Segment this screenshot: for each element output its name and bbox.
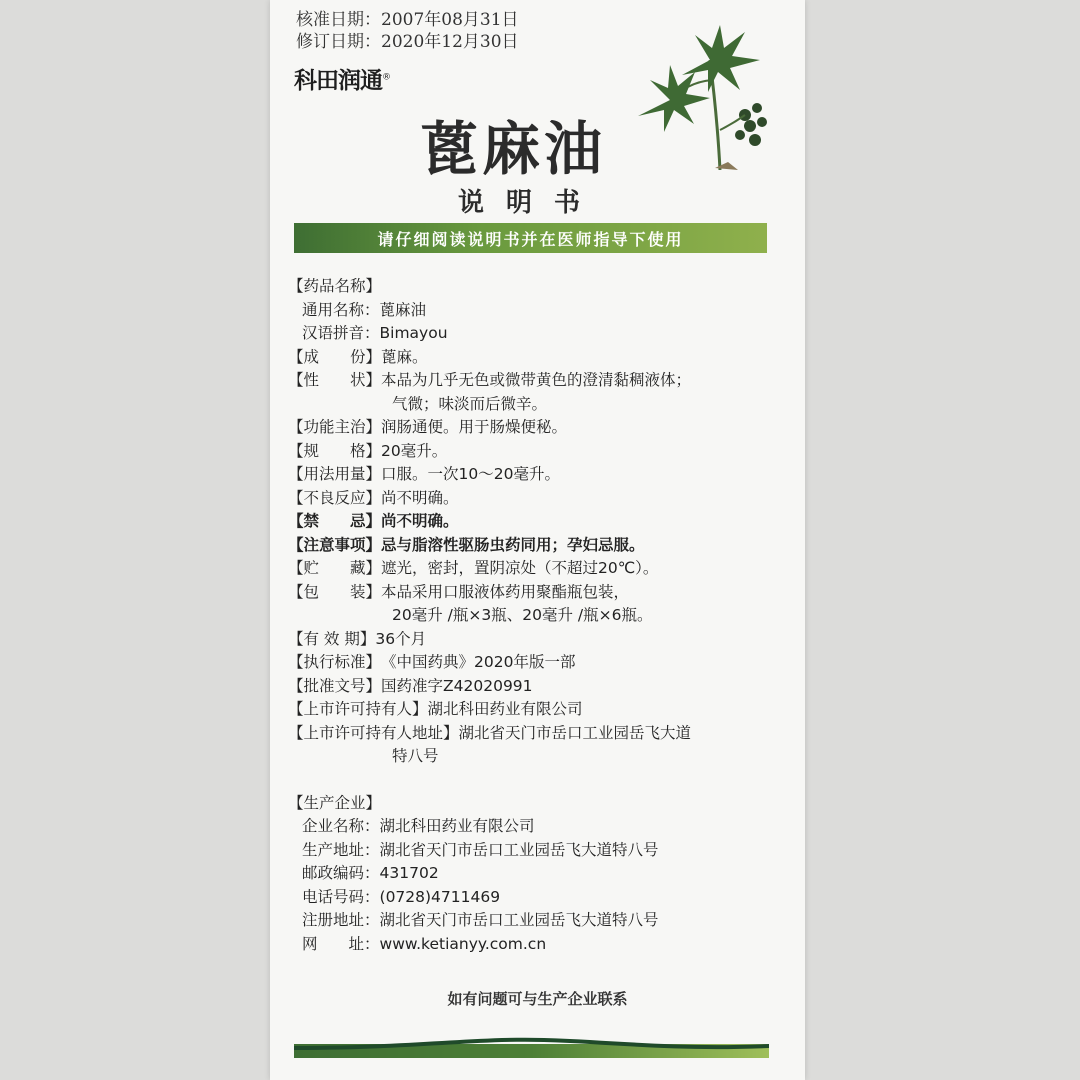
- holder-address-value: 湖北省天门市岳口工业园岳飞大道: [458, 723, 692, 742]
- properties-label: 【性 状】: [288, 371, 382, 389]
- precautions-row: [288, 534, 788, 558]
- ingredients-row: [288, 346, 788, 370]
- contraindications-label: 【禁 忌】: [288, 512, 382, 530]
- approval-number-value: 国药准字Z42020991: [381, 676, 533, 695]
- holder-address-continuation: 特八号: [392, 747, 439, 765]
- precautions-label: 【注意事项】: [288, 535, 382, 554]
- properties-value: 本品为几乎无色或微带黄色的澄清黏稠液体；: [381, 371, 692, 389]
- page-title: 蓖麻油: [420, 115, 607, 183]
- revision-date: 修订日期：2020年12月30日: [296, 32, 519, 52]
- generic-name-label: 通用名称：: [302, 300, 380, 319]
- leaflet-sheet: [270, 0, 805, 1080]
- drug-name-heading-row: [288, 275, 788, 299]
- manufacturer-heading-row: [288, 792, 788, 816]
- approval-date: 核准日期：2007年08月31日: [296, 10, 519, 30]
- postcode-label: 邮政编码：: [302, 864, 380, 882]
- registered-address-value: 湖北省天门市岳口工业园岳飞大道特八号: [379, 911, 659, 929]
- holder-value: 湖北科田药业有限公司: [427, 700, 583, 718]
- specification-value: 20毫升。: [381, 441, 448, 460]
- specification-label: 【规 格】: [288, 441, 382, 460]
- generic-name-value: 蓖麻油: [379, 300, 427, 319]
- holder-address-label: 【上市许可持有人地址】: [288, 723, 459, 742]
- company-name-value: 湖北科田药业有限公司: [379, 817, 535, 835]
- holder-row: [288, 698, 788, 722]
- postcode-row: [288, 862, 788, 886]
- instruction-banner: 请仔细阅读说明书并在医师指导下使用: [294, 223, 767, 253]
- phone-value: (0728)4711469: [379, 887, 501, 906]
- dosage-label: 【用法用量】: [288, 465, 382, 483]
- adverse-row: [288, 487, 788, 511]
- properties-row: [288, 369, 788, 393]
- pinyin-label: 汉语拼音：: [302, 324, 380, 342]
- validity-value: 36个月: [375, 629, 427, 648]
- package-value: 本品采用口服液体药用聚酯瓶包装，: [381, 582, 630, 601]
- package-row: [288, 581, 788, 605]
- castor-plant-icon: [620, 20, 790, 170]
- production-address-row: [288, 839, 788, 863]
- registered-address-row: [288, 909, 788, 933]
- validity-row: [288, 628, 788, 652]
- approval-number-row: [288, 675, 788, 699]
- generic-name-row: [288, 299, 788, 323]
- contact-note: 如有问题可与生产企业联系: [447, 990, 628, 1008]
- storage-label: 【贮 藏】: [288, 559, 382, 577]
- production-address-value: 湖北省天门市岳口工业园岳飞大道特八号: [379, 840, 659, 859]
- company-name-label: 企业名称：: [302, 817, 380, 835]
- package-continuation: 20毫升 /瓶×3瓶、20毫升 /瓶×6瓶。: [392, 606, 653, 624]
- storage-value: 遮光，密封，置阴凉处（不超过20℃）。: [381, 559, 659, 577]
- registered-mark: ®: [382, 72, 390, 83]
- website-label: 网 址：: [302, 934, 380, 953]
- indications-label: 【功能主治】: [288, 418, 382, 436]
- production-address-label: 生产地址：: [302, 840, 380, 859]
- ingredients-label: 【成 份】: [288, 347, 382, 366]
- section-spacer: [288, 769, 788, 792]
- pinyin-value: Bimayou: [379, 324, 448, 342]
- postcode-value: 431702: [379, 864, 439, 882]
- phone-label: 电话号码：: [302, 887, 380, 906]
- contraindications-value: 尚不明确。: [381, 512, 459, 530]
- validity-label: 【有 效 期】: [288, 629, 376, 648]
- package-label: 【包 装】: [288, 582, 382, 601]
- brand-logo: [294, 62, 390, 95]
- dosage-value: 口服。一次10～20毫升。: [381, 465, 560, 483]
- holder-label: 【上市许可持有人】: [288, 700, 428, 718]
- adverse-label: 【不良反应】: [288, 488, 382, 507]
- footer-wave-decoration: [294, 1034, 769, 1060]
- website-value: www.ketianyy.com.cn: [379, 934, 547, 953]
- indications-value: 润肠通便。用于肠燥便秘。: [381, 418, 568, 436]
- contraindications-row: [288, 510, 788, 534]
- standard-label: 【执行标准】: [288, 653, 382, 671]
- storage-row: [288, 557, 788, 581]
- manufacturer-heading: 【生产企业】: [288, 793, 382, 812]
- website-row: [288, 933, 788, 957]
- registered-address-label: 注册地址：: [302, 911, 380, 929]
- standard-value: 《中国药典》2020年版一部: [381, 653, 576, 671]
- brand-logo-text: 科田润通: [294, 68, 382, 94]
- specification-row: [288, 440, 788, 464]
- precautions-value: 忌与脂溶性驱肠虫药同用；孕妇忌服。: [381, 535, 645, 554]
- properties-continuation: 气微；味淡而后微辛。: [392, 394, 548, 413]
- adverse-value: 尚不明确。: [381, 488, 459, 507]
- ingredients-value: 蓖麻。: [381, 347, 428, 366]
- approval-number-label: 【批准文号】: [288, 676, 382, 695]
- pinyin-row: [288, 322, 788, 346]
- standard-row: [288, 651, 788, 675]
- indications-row: [288, 416, 788, 440]
- drug-name-heading: 【药品名称】: [288, 277, 382, 295]
- leaflet-body: [288, 275, 788, 956]
- phone-row: [288, 886, 788, 910]
- company-name-row: [288, 815, 788, 839]
- dosage-row: [288, 463, 788, 487]
- page-subtitle: 说明书: [458, 188, 603, 218]
- holder-address-row: [288, 722, 788, 746]
